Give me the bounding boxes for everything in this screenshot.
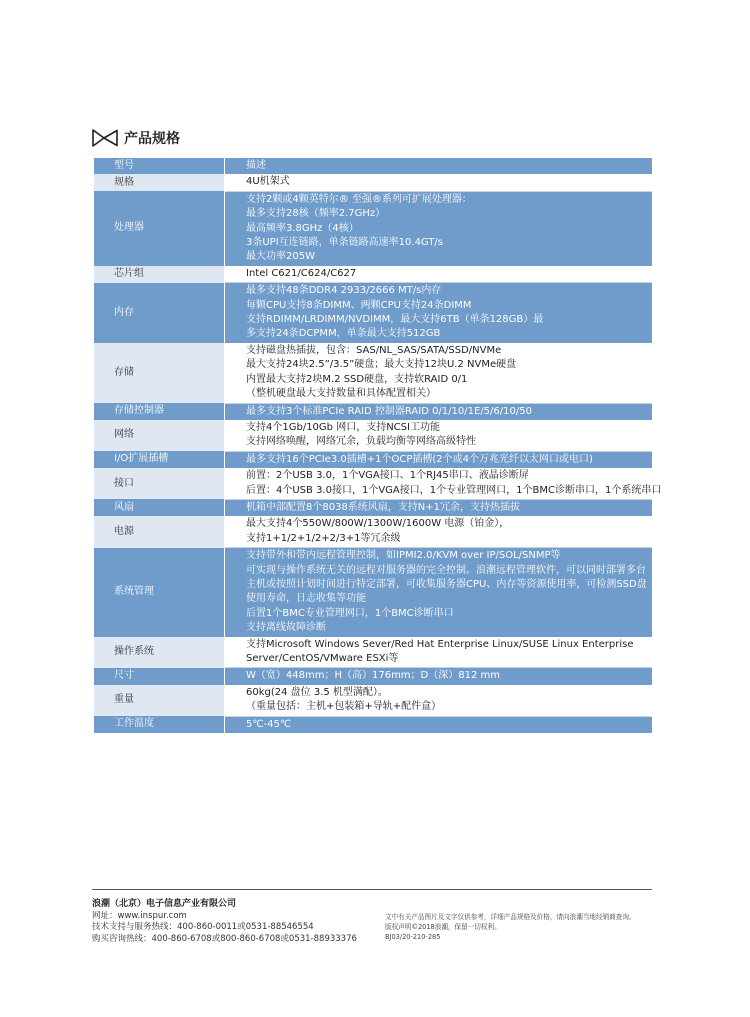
spec-label: 工作温度 bbox=[94, 716, 224, 733]
table-row bbox=[94, 499, 652, 516]
spec-value-line: 3条UPI互连链路，单条链路高速率10.4GT/s bbox=[246, 237, 444, 249]
header-description: 描述 bbox=[246, 158, 652, 174]
table-row bbox=[94, 420, 652, 451]
table-row bbox=[94, 668, 652, 685]
spec-value-line: 最大功率205W bbox=[246, 251, 315, 263]
spec-value bbox=[246, 468, 662, 499]
spec-value bbox=[246, 637, 652, 668]
spec-label: 网络 bbox=[94, 420, 224, 451]
table-header bbox=[94, 158, 652, 174]
spec-value-line: 最高频率3.8GHz（4核） bbox=[246, 222, 359, 234]
spec-value-line: 后置1个BMC专业管理网口，1个BMC诊断串口 bbox=[246, 607, 454, 619]
table-row bbox=[94, 343, 652, 403]
spec-value bbox=[246, 174, 652, 191]
spec-value-line: 机箱中部配置8个8038系统风扇，支持N+1冗余，支持热插拔 bbox=[246, 501, 521, 513]
footer-contact bbox=[92, 899, 357, 945]
spec-label: 重量 bbox=[94, 685, 224, 716]
flag-icon bbox=[92, 129, 118, 147]
spec-value bbox=[246, 548, 652, 637]
spec-value bbox=[246, 266, 652, 283]
table-row bbox=[94, 283, 652, 343]
spec-label: 尺寸 bbox=[94, 668, 224, 685]
spec-value-line: 支持4个1Gb/10Gb 网口，支持NCSI工功能 bbox=[246, 421, 440, 433]
table-row bbox=[94, 468, 652, 499]
copyright: 版权声明©2018浪潮，保留一切权利。 bbox=[385, 923, 501, 931]
spec-value-line: 可实现与操作系统无关的远程对服务器的完全控制。浪潮远程管理软件，可以同时部署多台 bbox=[246, 564, 646, 576]
footer-divider bbox=[92, 889, 652, 890]
document-code: BJ03/20-210-285 bbox=[385, 933, 441, 941]
spec-value-line: 5℃-45℃ bbox=[246, 718, 292, 730]
spec-value bbox=[246, 283, 652, 343]
spec-value-line: 4U机架式 bbox=[246, 176, 290, 188]
company-name: 浪潮（北京）电子信息产业有限公司 bbox=[92, 899, 237, 909]
spec-label: 风扇 bbox=[94, 499, 224, 516]
spec-label: 处理器 bbox=[94, 191, 224, 266]
spec-value-line: 最多支持28核（频率2.7GHz） bbox=[246, 208, 386, 220]
spec-value-line: 最多支持16个PCIe3.0插槽+1个OCP插槽(2个或4个万兆光纤以太网口或电口) bbox=[246, 453, 593, 465]
spec-label: 系统管理 bbox=[94, 548, 224, 637]
spec-label: 芯片组 bbox=[94, 266, 224, 283]
spec-value-line: 使用寿命，日志收集等功能 bbox=[246, 593, 366, 605]
spec-value bbox=[246, 451, 652, 468]
spec-label: 操作系统 bbox=[94, 637, 224, 668]
spec-value bbox=[246, 403, 652, 420]
spec-value-line: 多支持24条DCPMM，单条最大支持512GB bbox=[246, 328, 441, 340]
spec-value-line: 最多支持3个标准PCIe RAID 控制器RAID 0/1/10/1E/5/6/10/50 bbox=[246, 405, 532, 417]
table-row bbox=[94, 174, 652, 191]
spec-value bbox=[246, 685, 652, 716]
website-line: 网址：www.inspur.com bbox=[92, 910, 187, 921]
sales-hotline: 购买咨询热线：400-860-6708或800-860-6708或0531-88933376 bbox=[92, 933, 357, 944]
spec-label: 存储 bbox=[94, 343, 224, 403]
spec-value bbox=[246, 516, 652, 547]
table-row bbox=[94, 516, 652, 547]
spec-value-line: 支持磁盘热插拔，包含：SAS/NL_SAS/SATA/SSD/NVMe bbox=[246, 344, 502, 356]
table-row bbox=[94, 451, 652, 468]
spec-value bbox=[246, 420, 652, 451]
spec-value bbox=[246, 716, 652, 733]
table-row bbox=[94, 716, 652, 733]
section-title: 产品规格 bbox=[124, 131, 180, 147]
section-heading bbox=[92, 128, 180, 148]
spec-value-line: 每颗CPU支持8条DIMM、两颗CPU支持24条DIMM bbox=[246, 299, 472, 311]
header-model: 型号 bbox=[94, 158, 224, 174]
spec-value-line: 支持Microsoft Windows Sever/Red Hat Enterprise Linux/SUSE Linux Enterprise bbox=[246, 638, 634, 650]
spec-value-line: 支持带外和带内远程管理控制，如IPMI2.0/KVM over IP/SOL/SNMP等 bbox=[246, 550, 561, 562]
spec-value-line: 支持1+1/2+1/2+2/3+1等冗余级 bbox=[246, 532, 401, 544]
table-row bbox=[94, 403, 652, 420]
spec-value bbox=[246, 499, 652, 516]
spec-value-line: 支持2颗或4颗英特尔® 至强®系列可扩展处理器： bbox=[246, 193, 472, 205]
spec-value-line: 主机或按照计划时间进行特定部署，可收集服务器CPU、内存等资源使用率，可检测SSD盘 bbox=[246, 578, 647, 590]
spec-value-line: 最多支持48条DDR4 2933/2666 MT/s内存 bbox=[246, 285, 442, 297]
spec-value-line: 前置：2个USB 3.0，1个VGA接口、1个RJ45串口、液晶诊断屏 bbox=[246, 470, 529, 482]
spec-value-line: Server/CentOS/VMware ESXi等 bbox=[246, 653, 399, 664]
spec-label: 内存 bbox=[94, 283, 224, 343]
table-row bbox=[94, 191, 652, 266]
spec-value-line: 最大支持24块2.5”/3.5”硬盘；最大支持12块U.2 NVMe硬盘 bbox=[246, 359, 517, 371]
spec-label: 电源 bbox=[94, 516, 224, 547]
spec-label: 接口 bbox=[94, 468, 224, 499]
footer-notice bbox=[385, 912, 636, 942]
table-row bbox=[94, 685, 652, 716]
spec-value-line: 后置：4个USB 3.0接口，1个VGA接口，1个专业管理网口，1个BMC诊断串口，1个系统串口 bbox=[246, 484, 662, 496]
table-row bbox=[94, 637, 652, 668]
spec-value-line: （重量包括：主机+包装箱+导轨+配件盒） bbox=[246, 701, 442, 713]
spec-value-line: 内置最大支持2块M.2 SSD硬盘，支持软RAID 0/1 bbox=[246, 373, 468, 385]
table-row bbox=[94, 266, 652, 283]
spec-value-line: 支持离线故障诊断 bbox=[246, 622, 326, 634]
spec-value bbox=[246, 668, 652, 685]
disclaimer: 文中有关产品图片及文字仅供参考，详细产品规格及价格，请向浪潮当地经销商查询。 bbox=[385, 913, 636, 921]
spec-label: 存储控制器 bbox=[94, 403, 224, 420]
spec-value-line: W（宽）448mm；H（高）176mm；D（深）812 mm bbox=[246, 670, 500, 682]
spec-table bbox=[94, 158, 662, 733]
spec-value-line: 60kg(24 盘位 3.5 机型满配）。 bbox=[246, 686, 388, 698]
spec-value-line: 支持RDIMM/LRDIMM/NVDIMM，最大支持6TB（单条128GB）最 bbox=[246, 314, 544, 326]
spec-value bbox=[246, 191, 652, 266]
spec-label: I/O扩展插槽 bbox=[94, 451, 224, 468]
spec-value-line: 最大支持4个550W/800W/1300W/1600W 电源（铂金）， bbox=[246, 518, 510, 530]
table-row bbox=[94, 548, 652, 637]
spec-label: 规格 bbox=[94, 174, 224, 191]
support-hotline: 技术支持与服务热线：400-860-0011或0531-88546554 bbox=[92, 922, 314, 932]
spec-value bbox=[246, 343, 652, 403]
spec-value-line: Intel C621/C624/C627 bbox=[246, 267, 357, 279]
spec-value-line: （整机硬盘最大支持数量和具体配置相关） bbox=[246, 388, 436, 400]
spec-value-line: 支持网络唤醒，网络冗余，负载均衡等网络高级特性 bbox=[246, 436, 476, 448]
